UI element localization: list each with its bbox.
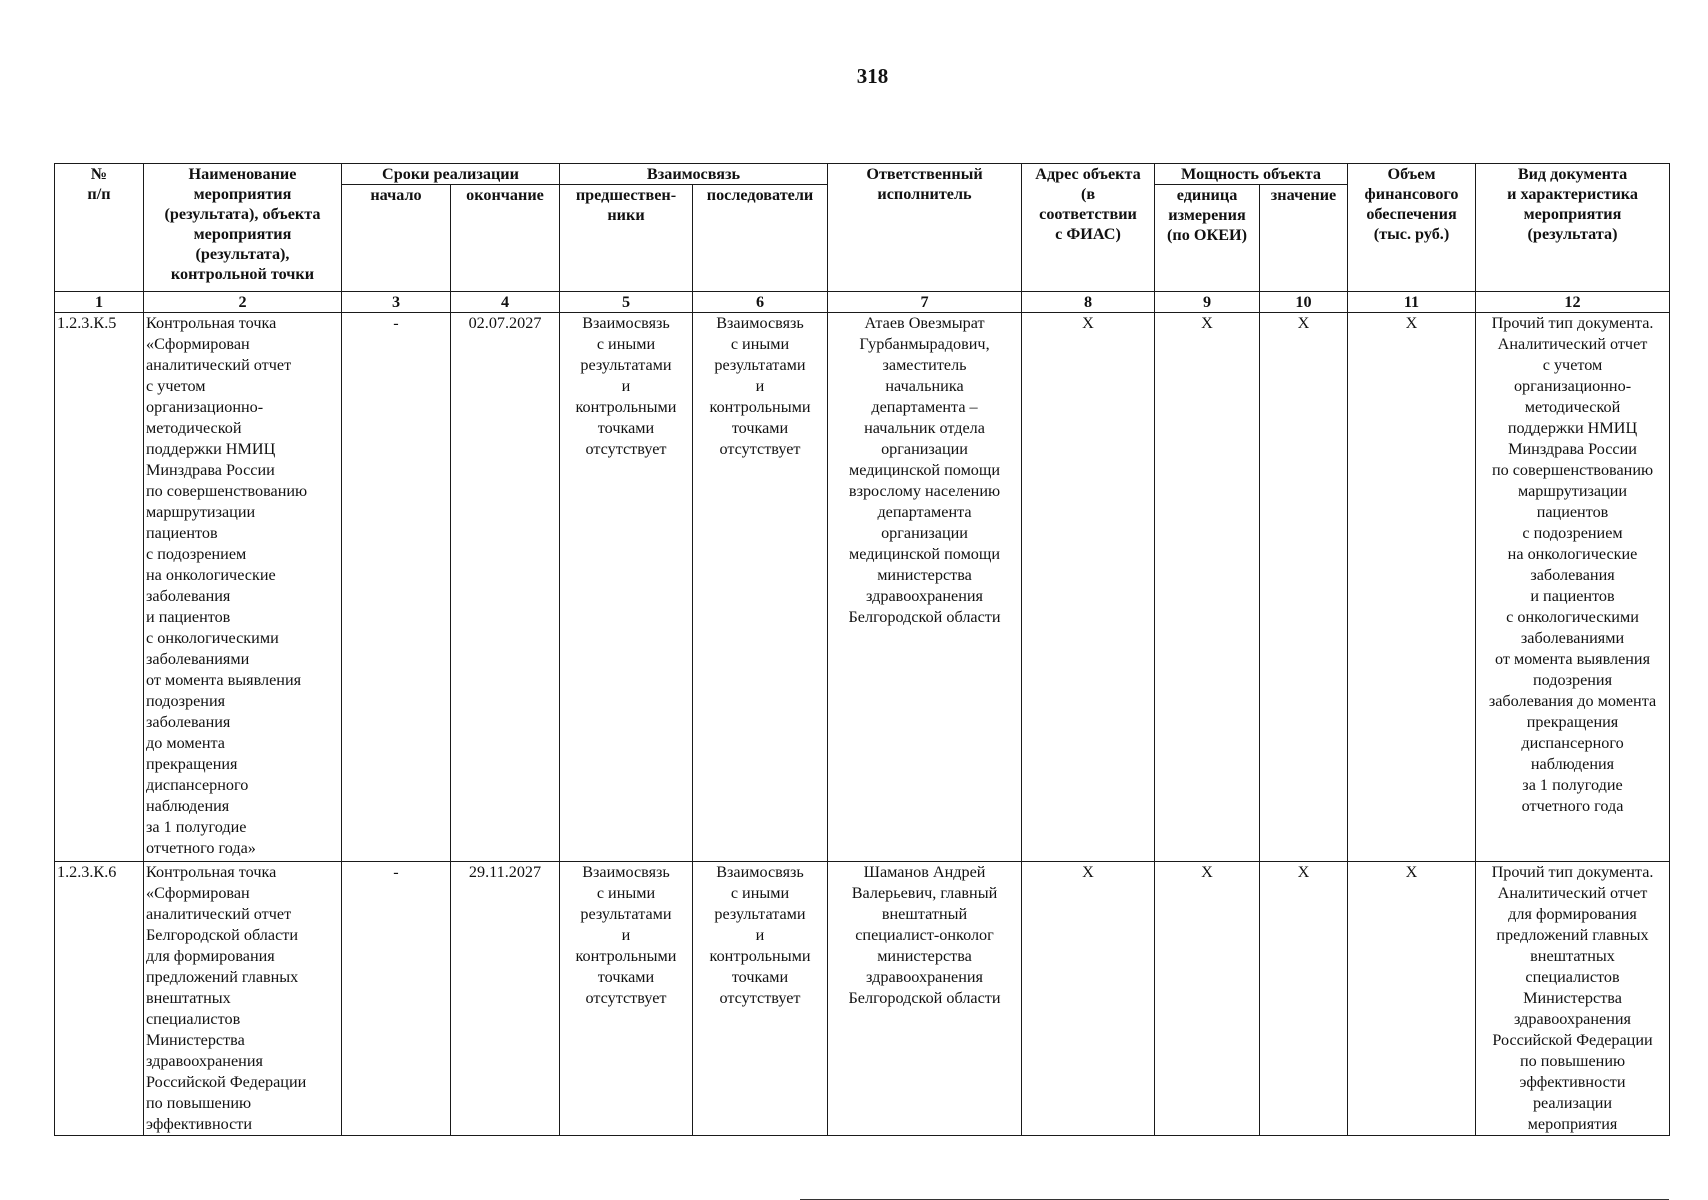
header-value: значение [1260,185,1348,292]
header-group-capacity: Мощность объекта [1155,164,1348,185]
header-group-terms: Сроки реализации [342,164,560,185]
column-number: 8 [1022,292,1155,313]
row-predecessors: Взаимосвязь с иными результатами и контрольными точками отсутствует [560,313,693,862]
header-name: Наименование мероприятия (результата), объекта мероприятия (результата), контрольной точки [144,164,342,292]
header-successors: последователи [693,185,828,292]
header-end: окончание [451,185,560,292]
plan-table [54,163,1670,1136]
column-number: 5 [560,292,693,313]
column-number: 4 [451,292,560,313]
row-end: 29.11.2027 [451,862,560,1136]
header-num: № п/п [55,164,144,292]
header-funding: Объем финансового обеспечения (тыс. руб.) [1348,164,1476,292]
header-group-links: Взаимосвязь [560,164,828,185]
column-number: 10 [1260,292,1348,313]
row-successors: Взаимосвязь с иными результатами и контрольными точками отсутствует [693,313,828,862]
row-number: 1.2.3.К.6 [55,862,144,1136]
header-responsible: Ответственный исполнитель [828,164,1022,292]
row-responsible: Атаев Овезмырат Гурбанмырадович, заместитель начальника департамента – начальник отдела организации медицинской помощи взрослому населению департамента организации медицинской помощи министерства здравоохранения Белгородской области [828,313,1022,862]
row-predecessors: Взаимосвязь с иными результатами и контрольными точками отсутствует [560,862,693,1136]
row-name: Контрольная точка «Сформирован аналитический отчет Белгородской области для формирования предложений главных внештатных специалистов Министерства здравоохранения Российской Федерации по повышению эффективности [144,862,342,1136]
row-number: 1.2.3.К.5 [55,313,144,862]
row-start: - [342,313,451,862]
header-predecessors: предшествен- ники [560,185,693,292]
row-address: X [1022,862,1155,1136]
column-number: 2 [144,292,342,313]
header-start: начало [342,185,451,292]
row-value: X [1260,862,1348,1136]
row-doc-type: Прочий тип документа. Аналитический отчет для формирования предложений главных внештатных специалистов Министерства здравоохранения Российской Федерации по повышению эффективности реализации мероприятия [1476,862,1670,1136]
row-doc-type: Прочий тип документа. Аналитический отчет с учетом организационно- методической поддержки НМИЦ Минздрава России по совершенствованию маршрутизации пациентов с подозрением на онкологические заболевания и пациентов с онкологическими заболеваниями от момента выявления подозрения заболевания до момента прекращения диспансерного наблюдения за 1 полугодие отчетного года [1476,313,1670,862]
row-name: Контрольная точка «Сформирован аналитический отчет с учетом организационно- методической поддержки НМИЦ Минздрава России по совершенствованию маршрутизации пациентов с подозрением на онкологические заболевания и пациентов с онкологическими заболеваниями от момента выявления подозрения заболевания до момента прекращения диспансерного наблюдения за 1 полугодие отчетного года» [144,313,342,862]
header-doc-type: Вид документа и характеристика мероприятия (результата) [1476,164,1670,292]
row-unit: X [1155,862,1260,1136]
table-row [55,313,1670,862]
row-start: - [342,862,451,1136]
header-address: Адрес объекта (в соответствии с ФИАС) [1022,164,1155,292]
row-value: X [1260,313,1348,862]
row-funding: X [1348,862,1476,1136]
row-address: X [1022,313,1155,862]
column-number: 1 [55,292,144,313]
row-funding: X [1348,313,1476,862]
header-row-1 [55,164,1670,185]
header-unit: единица измерения (по ОКЕИ) [1155,185,1260,292]
column-number-row [55,292,1670,313]
column-number: 7 [828,292,1022,313]
row-end: 02.07.2027 [451,313,560,862]
row-unit: X [1155,313,1260,862]
column-number: 12 [1476,292,1670,313]
row-responsible: Шаманов Андрей Валерьевич, главный внештатный специалист-онколог министерства здравоохранения Белгородской области [828,862,1022,1136]
column-number: 6 [693,292,828,313]
column-number: 3 [342,292,451,313]
column-number: 11 [1348,292,1476,313]
table-row [55,862,1670,1136]
page-number: 318 [856,64,889,88]
row-successors: Взаимосвязь с иными результатами и контрольными точками отсутствует [693,862,828,1136]
column-number: 9 [1155,292,1260,313]
